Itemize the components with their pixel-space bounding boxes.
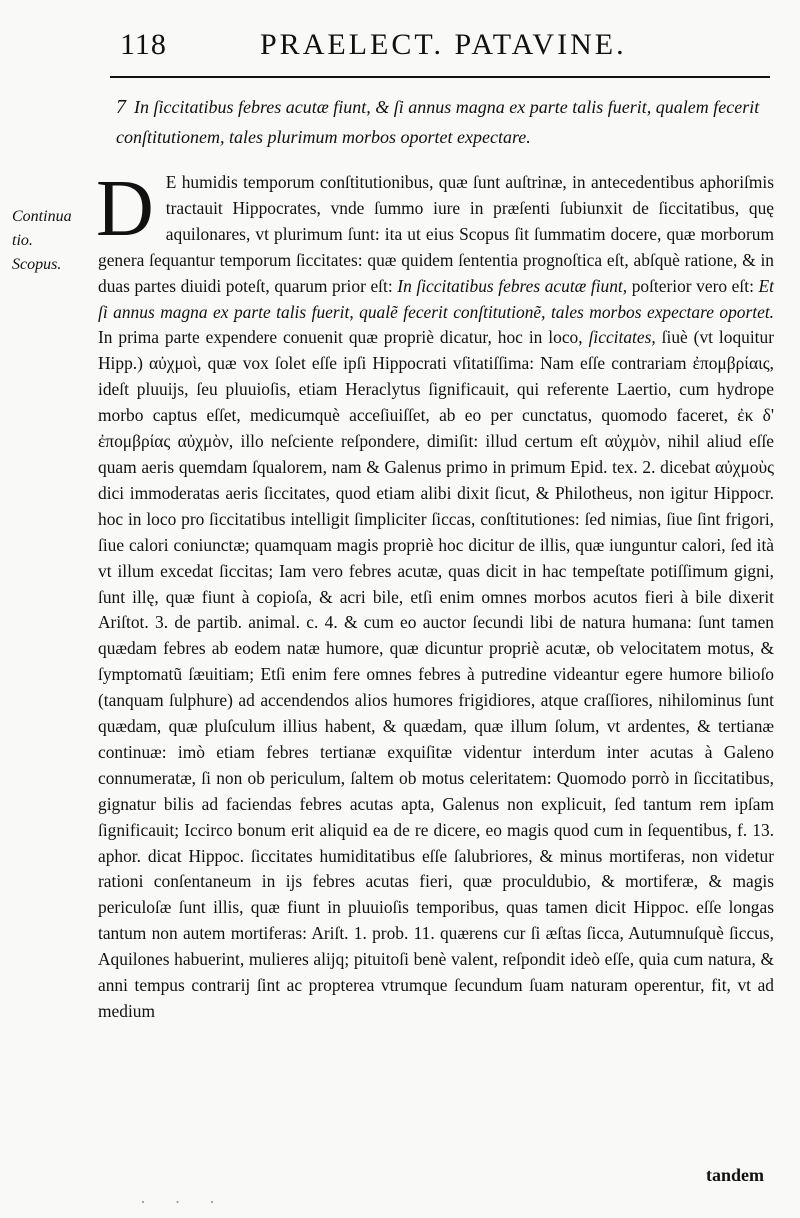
page-number: 118	[120, 28, 167, 61]
page-header	[110, 22, 770, 66]
body-part-3: In prima parte expendere conuenit quæ propriè dicatur, hoc in loco,	[98, 327, 583, 348]
catchword: tandem	[706, 1165, 764, 1185]
bottom-ink-marks: · · ·	[140, 1192, 227, 1212]
aphorism-text: In ſiccitatibus febres acutæ fiunt, & ſi annus magna ex parte talis fuerit, qualem fecerit conſtitutionem, tales plurimum morbos oportet expectare.	[116, 97, 760, 147]
margin-note-continuatio: Continua	[12, 208, 72, 225]
body-part-1: E humidis temporum conſtitutionibus, quæ ſunt auſtrinæ, in antecedentibus aphoriſmis tractauit Hippocrates, vnde ſummo iure in præſenti ſubiunxit de ſiccitatibus, quę aquilonares, vt plurimum ſunt: ita ut eius Scopus ſit ſummatim docere, quæ morborum genera ſequantur temporum ſiccitates: quæ quidem ſententia prognoſtica eſt, abſquè ratione, & in duas partes diuidi poteſt, quarum prior eſt:	[98, 172, 774, 296]
header-rule	[110, 76, 770, 78]
margin-note-tio: tio.	[12, 232, 33, 249]
drop-cap: D	[96, 165, 154, 253]
body-italic-1: In ſiccitatibus febres acutæ fiunt,	[397, 275, 628, 296]
running-head: PRAELECT. PATAVINE.	[260, 28, 627, 61]
body-italic-3: ſiccitates,	[588, 327, 656, 348]
margin-notes	[12, 205, 102, 277]
aphorism	[116, 92, 780, 152]
body-italic-2: Et ſi annus magna ex parte talis fuerit, qualẽ fecerit conſtitutionẽ, tales morbos expectare oportet.	[98, 275, 774, 322]
commentary-text	[96, 165, 774, 1025]
body-part-2: poſterior vero eſt:	[631, 275, 754, 296]
body-part-4: ſiuè (vt loquitur Hipp.) αὐχμοὶ, quæ vox ſolet eſſe ipſi Hippocrati vſitatiſſima: Nam eſſe contrariam ἐπομβρίαις, ideſt pluuijs, ſeu pluuioſis, etiam Heraclytus ſignificauit, qui referente Laertio, cum hydrope morbo captus eſſet, medicumquè acceſiuiſſet, ab eo per cunctatus, quomodo faceret, ἐκ δ' ἐπομβρίας αὐχμὸν, illo neſciente reſpondere, dimiſit: illud certum eſt αὐχμὸν, nihil aliud eſſe quam aeris quemdam ſqualorem, nam & Galenus primo in primum Epid. tex. 2. dicebat αὐχμοὺς dici immoderatas aeris ſiccitates, quod etiam alibi dixit ſicut, & Philotheus, non igitur Hippocr. hoc in loco pro ſiccitatibus intelligit ſimpliciter ſiccas, conſtitutiones: ſed nimias, ſiue ſint frigori, ſiue calori coniunctæ; quamquam magis propriè hoc dicitur de illis, quæ iunguntur calori, ſed ità vt illum excedat ſiccitas; Iam vero febres acutæ, quas dicit in hac tempeſtate potiſſimum gigni, ſunt illę, quæ fiunt à copioſa, & acri bile, etſi enim omnes morbos acutos fieri à bile dixerit Ariſtot. 3. de partib. animal. c. 4. & cum eo auctor ſecundi libi de natura humana: ſunt tamen quædam febres ab eodem natæ humore, quæ dicuntur propriè acutæ, ob velocitatem motus, & ſymptomatũ ſæuitiam; Etſi enim fere omnes febres à putredine videantur egere humore bilioſo (tanquam ſulphure) ad accendendos alios humores frigidiores, atque craſſiores, nihilominus ſunt quædam, quæ pluſculum illius habent, & quædam, quæ illum ſolum, vt ardentes, & tertianæ continuæ: imò etiam febres tertianæ exquiſitæ videntur interdum inter acutas à Galeno connumeratæ, ſi non ob periculum, ſaltem ob motus celeritatem: Quomodo porrò in ſiccitatibus, gignatur bilis ad faciendas febres acutas apta, Galenus non explicuit, ſed tantum rem ipſam ſignificauit; Iccirco bonum erit aliquid ea de re dicere, eo magis quod cum in ſequentibus, f. 13. aphor. dicat Hippoc. ſiccitates humiditatibus eſſe ſalubriores, & minus mortiferas, non videtur rationi conſentaneum in ijs febres acutas fieri, quæ proculdubio, & mortiferæ, & magis periculoſæ ſunt illis, quæ fiunt in pluuioſis temporibus, quas tamen dicit Hippoc. eſſe longas tantum non autem mortiferas: Ariſt. 1. prob. 11. quærens cur ſi æſtas ſicca, Autumnuſquè ſiccus, Aquilones habuerint, mulieres alijq; pituitoſi benè valent, reſpondit ideò eſſe, quia cum natura, & anni tempus contrarij ſint ac propterea vtrumque ſecundum ſuam naturam operentur, fit, vt ad medium	[98, 327, 774, 1021]
aphorism-number: 7	[116, 96, 126, 118]
margin-note-scopus: Scopus.	[12, 256, 62, 273]
